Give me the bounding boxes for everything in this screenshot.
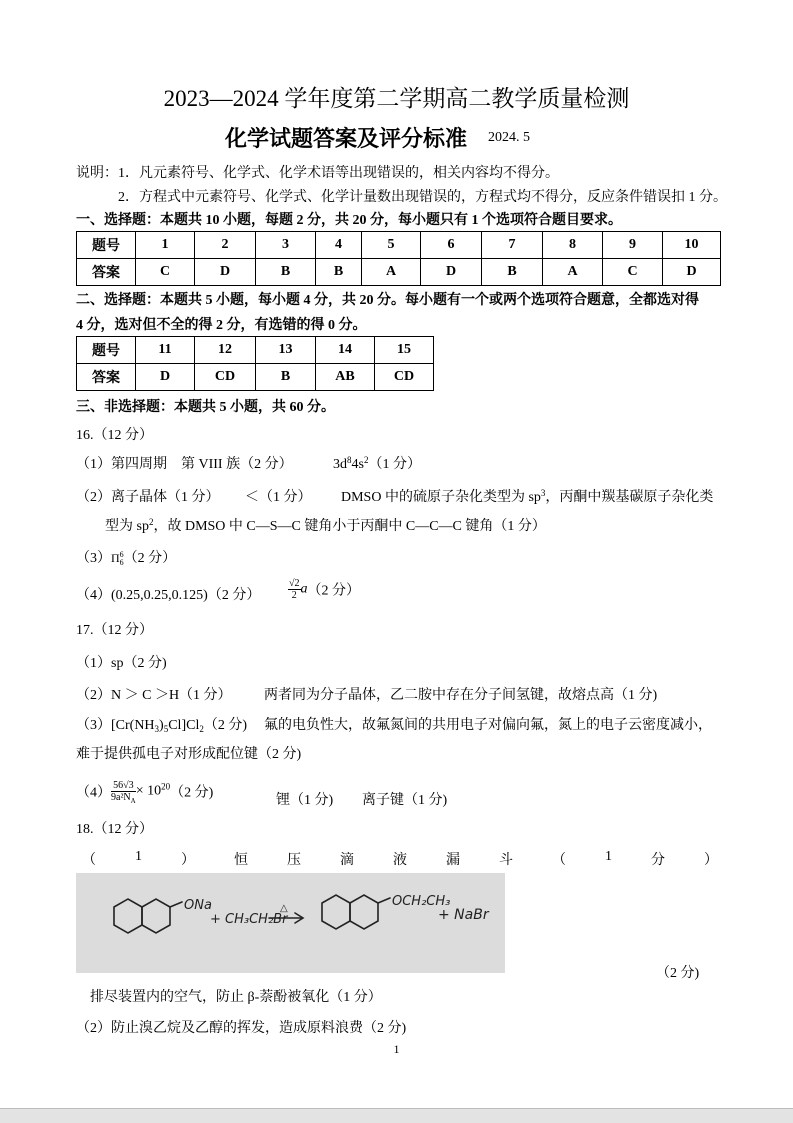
table-cell: 13 <box>256 337 316 364</box>
table-cell: 14 <box>316 337 375 364</box>
q18-part1-b: 排尽装置内的空气，防止 β-萘酚被氧化（1 分） <box>90 990 382 1005</box>
table-cell: 7 <box>482 232 543 259</box>
q16-part2-c <box>341 486 713 506</box>
page-title: 2023—2024 学年度第二学期高二教学质量检测 <box>163 86 630 111</box>
superscript: 3 <box>540 488 546 498</box>
formula-text: + NaBr <box>438 907 489 923</box>
denominator: 2 <box>291 590 297 601</box>
superscript: 6 <box>119 549 124 559</box>
table-cell: 6 <box>421 232 482 259</box>
text-run: 液 <box>393 853 407 868</box>
q16-part4-a <box>76 584 260 604</box>
q16-part2-a: （2）离子晶体（1 分） <box>76 490 220 505</box>
row-label: 答案 <box>77 364 136 391</box>
table-row <box>77 364 434 391</box>
pi-symbol: Π <box>111 551 120 565</box>
text-run: （ <box>82 853 96 868</box>
table-cell: CD <box>375 364 434 391</box>
text-run: 漏 <box>446 853 460 868</box>
q17-part1: （1）sp（2 分) <box>76 656 167 671</box>
section2-heading-line1: 二、选择题：本题共 5 小题，每小题 4 分，共 20 分。每小题有一个或两个选项符合题意，全都选对得 <box>76 293 699 308</box>
bond-line <box>378 898 390 903</box>
text-run: ，故 DMSO 中 C—S—C 键角小于丙酮中 C—C—C 键角（1 分） <box>153 519 546 534</box>
variable: a <box>300 581 308 597</box>
section1-answer-table <box>76 231 721 286</box>
table-cell: A <box>362 259 421 286</box>
subscript: 3 <box>154 724 160 734</box>
text-run: DMSO 中的硫原子杂化类型为 sp <box>341 490 541 505</box>
q16-part2-b: ＜（1 分） <box>245 490 312 505</box>
q16-part3 <box>76 547 176 567</box>
table-row <box>77 337 434 364</box>
text-run: 滴 <box>340 853 354 868</box>
q17-part3-a <box>76 714 247 734</box>
naphthalene-ring <box>142 899 170 933</box>
table-cell: 11 <box>136 337 195 364</box>
table-cell: B <box>256 259 316 286</box>
section2-answer-table <box>76 336 434 391</box>
row-label: 答案 <box>77 259 136 286</box>
q16-part2-d <box>105 515 546 535</box>
table-cell: 4 <box>316 232 362 259</box>
table-row <box>77 232 721 259</box>
text-run: （4） <box>76 785 111 801</box>
q16-part4-b <box>288 578 360 601</box>
q18-part1-a <box>82 849 718 869</box>
text-run: 1 <box>135 849 142 864</box>
table-cell: D <box>421 259 482 286</box>
text-run: 1 <box>605 849 612 864</box>
fraction <box>111 780 136 803</box>
naphthalene-ring <box>350 895 378 929</box>
q16-part1-b <box>333 453 421 473</box>
text-run: ) <box>159 718 164 733</box>
table-cell: 5 <box>362 232 421 259</box>
table-cell: CD <box>195 364 256 391</box>
table-cell: C <box>603 259 663 286</box>
formula-text: + CH₃CH₂Br <box>210 912 288 927</box>
subscript: 2 <box>199 724 204 734</box>
exam-date: 2024. 5 <box>488 130 530 145</box>
table-cell: AB <box>316 364 375 391</box>
q17-label: 17.（12 分） <box>76 623 153 638</box>
table-cell: 12 <box>195 337 256 364</box>
row-label: 题号 <box>77 232 136 259</box>
table-cell: D <box>136 364 195 391</box>
text-run: (0.25,0.25,0.125)（2 分） <box>111 588 261 603</box>
table-cell: B <box>316 259 362 286</box>
handwritten-equation-photo <box>76 873 505 973</box>
text-run: 斗 <box>499 853 513 868</box>
table-cell: D <box>195 259 256 286</box>
text-run: × 10 <box>135 783 162 799</box>
bond-line <box>170 902 182 907</box>
naphthalene-ring <box>322 895 350 929</box>
text-run: ） <box>181 853 195 868</box>
table-cell: C <box>136 259 195 286</box>
text-run: （2 分） <box>307 583 360 599</box>
q17-part4-c: 离子键（1 分) <box>362 793 448 808</box>
denominator <box>111 792 136 803</box>
q17-part2-a: （2）N ＞ C ＞H（1 分） <box>76 688 232 703</box>
text-run: （2 分） <box>123 551 177 566</box>
table-cell: B <box>256 364 316 391</box>
text-run: （1 分） <box>368 457 421 472</box>
q16-part1-a: （1）第四周期 第 VIII 族（2 分） <box>76 457 293 472</box>
text-run: Cl]Cl <box>168 718 200 733</box>
naphthalene-ring <box>114 899 142 933</box>
text-run: （ <box>552 853 566 868</box>
table-cell: 8 <box>543 232 603 259</box>
superscript: 20 <box>161 781 171 792</box>
table-cell: 9 <box>603 232 663 259</box>
formula-text: ONa <box>184 898 212 913</box>
viewer-bottom-bar <box>0 1108 793 1123</box>
row-label: 题号 <box>77 337 136 364</box>
note-2: 2．方程式中元素符号、化学式、化学计量数出现错误的，方程式均不得分，反应条件错误扣 1 分。 <box>118 190 727 205</box>
superscript: 2 <box>148 517 154 527</box>
text-run: （2 分) <box>170 785 214 801</box>
text-run: 3d <box>333 457 347 472</box>
numerator: √2 <box>289 578 300 589</box>
q18-part2: （2）防止溴乙烷及乙醇的挥发，造成原料浪费（2 分) <box>76 1021 407 1036</box>
text-run: 型为 sp <box>105 519 149 534</box>
page-subtitle: 化学试题答案及评分标准 <box>225 127 468 152</box>
text-run: （4） <box>76 588 111 603</box>
reaction-equation-drawing <box>76 873 505 973</box>
table-cell: 15 <box>375 337 434 364</box>
text-run: 分 <box>651 853 665 868</box>
text-run: ，丙酮中羰基碳原子杂化类 <box>545 490 714 505</box>
subscript: A <box>130 797 136 805</box>
numerator: 56√3 <box>111 780 136 792</box>
text-run: （3） <box>76 551 111 566</box>
text-run: （2 分) <box>203 718 248 733</box>
text-run: 压 <box>287 853 301 868</box>
page-number: 1 <box>393 1042 400 1056</box>
table-cell: 1 <box>136 232 195 259</box>
note-1: 说明：1．凡元素符号、化学式、化学术语等出现错误的，相关内容均不得分。 <box>76 166 559 181</box>
text-run: ） <box>704 853 718 868</box>
section3-heading: 三、非选择题：本题共 5 小题，共 60 分。 <box>76 400 335 415</box>
table-cell: 3 <box>256 232 316 259</box>
section1-heading: 一、选择题：本题共 10 小题，每题 2 分，共 20 分，每小题只有 1 个选项符合题目要求。 <box>76 213 622 228</box>
q17-part2-b: 两者同为分子晶体，乙二胺中存在分子间氢键，故熔点高（1 分) <box>264 688 658 703</box>
table-cell: 2 <box>195 232 256 259</box>
formula-text: OCH₂CH₃ <box>392 894 451 909</box>
table-row <box>77 259 721 286</box>
q17-part4-b: 锂（1 分) <box>276 793 334 808</box>
subscript: 6 <box>119 557 124 567</box>
q17-part4-a <box>76 780 213 803</box>
table-cell: D <box>663 259 721 286</box>
text-run: 恒 <box>234 853 248 868</box>
section2-heading-line2: 4 分，选对但不全的得 2 分，有选错的得 0 分。 <box>76 318 367 333</box>
text-run: 4s <box>351 457 364 472</box>
table-cell: 10 <box>663 232 721 259</box>
table-cell: B <box>482 259 543 286</box>
q18-equation-score: （2 分) <box>656 966 700 981</box>
text-run: 9a²N <box>111 792 131 803</box>
superscript: 8 <box>347 455 352 465</box>
text-run: （3）[Cr(NH <box>76 718 155 733</box>
q18-label: 18.（12 分） <box>76 822 153 837</box>
q17-part3-b: 氟的电负性大，故氟氮间的共用电子对偏向氟，氮上的电子云密度减小， <box>264 718 712 733</box>
subscript: 5 <box>163 724 169 734</box>
q16-label: 16.（12 分） <box>76 428 153 443</box>
condition-text: △ <box>280 903 288 914</box>
table-cell: A <box>543 259 603 286</box>
fraction <box>288 578 301 601</box>
superscript: 2 <box>363 455 369 465</box>
q17-part3-c: 难于提供孤电子对形成配位键（2 分) <box>76 747 302 762</box>
